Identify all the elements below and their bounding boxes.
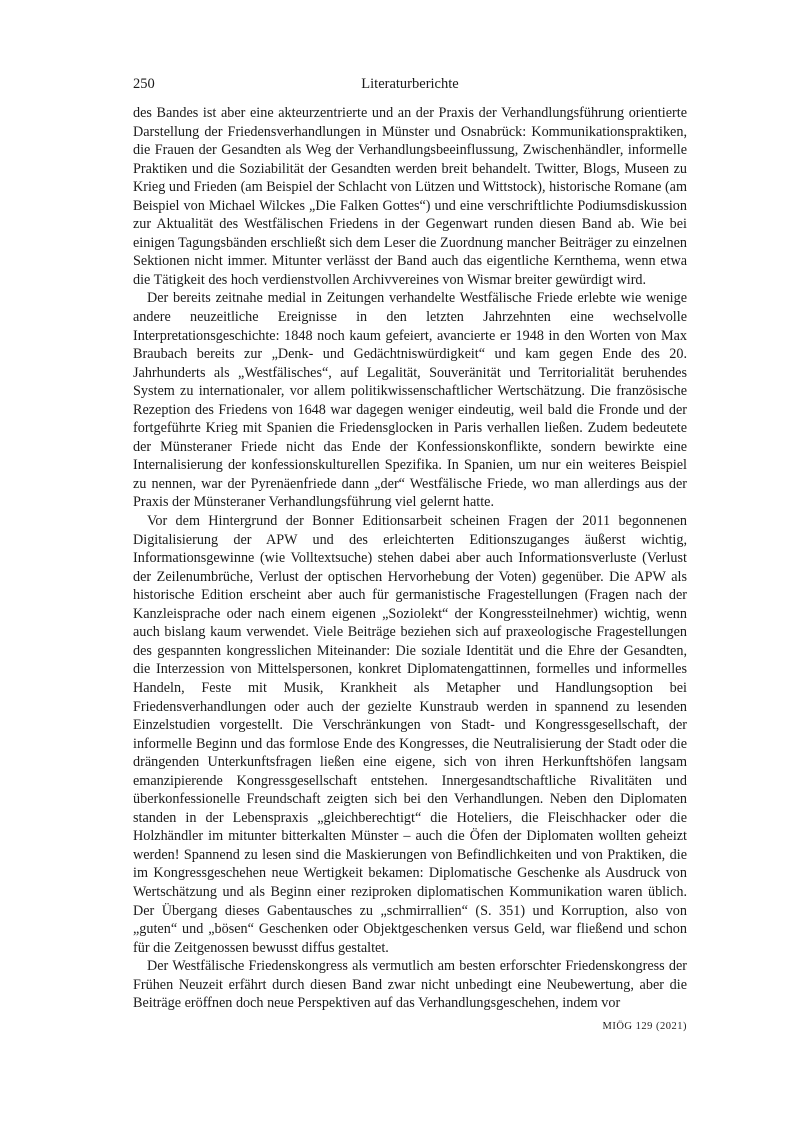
- paragraph: Der bereits zeitnahe medial in Zeitungen verhandelte Westfälische Friede erlebte wie wenige andere neuzeitliche Ereignisse in den letzten Jahrzehnten eine wechselvolle Interpretationsgeschichte: 1848 noch kaum gefeiert, avancierte er 1948 in den Worten von Max Braubach bereits zur „Denk- und Gedächtniswürdigkeit“ und kam gegen Ende des 20. Jahrhunderts als „Westfälisches“, auf Legalität, Souveränität und Territorialität beruhendes System zu internationaler, vor allem politikwissenschaftlicher Wertschätzung. Die französische Rezeption des Friedens von 1648 war dagegen weniger eindeutig, weil bald die Fronde und der fortgeführte Krieg mit Spanien die Friedensglocken in Paris verhallen ließen. Zudem bedeutete der Münsteraner Friede nicht das Ende der Konfessionskonflikte, sondern bewirkte eine Internalisierung der konfessionskulturellen Spezifika. In Spanien, um nur ein weiteres Beispiel zu nennen, war der Pyrenäenfriede dann „der“ Westfälische Friede, wo man allerdings aus der Praxis der Münsteraner Verhandlungsführung viel gelernt hatte.: [133, 290, 687, 511]
- page-number: 250: [133, 76, 155, 92]
- journal-footer: MIÖG 129 (2021): [602, 1021, 687, 1032]
- paragraph: Vor dem Hintergrund der Bonner Editionsarbeit scheinen Fragen der 2011 begonnenen Digitalisierung der APW und des erleichterten Editionszuganges äußerst wichtig, Informationsgewinne (wie Volltextsuche) stehen dabei aber auch Informationsverluste (Verlust der Zeilenumbrüche, Verlust der optischen Hervorhebung der Voten) gegenüber. Die APW als historische Edition erscheint aber auch für germanistische Fragestellungen (Fragen nach der Kanzleisprache oder nach einem eigenen „Soziolekt“ der Kongressteilnehmer) wichtig, wenn auch bislang kaum verwendet. Viele Beiträge beziehen sich auf praxeologische Fragestellungen des gespannten kongresslichen Miteinander: Die soziale Identität und die Ehre der Gesandten, die Interzession von Mittelspersonen, konkret Diplomatengattinnen, formelles und informelles Handeln, Feste mit Musik, Krankheit als Metapher und Handlungsoption bei Friedensverhandlungen oder auch der gezielte Kunstraub werden in spannend zu lesenden Einzelstudien vorgestellt. Die Verschränkungen von Stadt- und Kongressgesellschaft, der informelle Beginn und das formlose Ende des Kongresses, die Neutralisierung der Stadt oder die drängenden Unterkunftsfragen ließen eine eigene, sich von ihren Herkunftshöfen langsam emanzipierende Kongressgesellschaft entstehen. Innergesandtschaftliche Rivalitäten und überkonfessionelle Freundschaft zeigten sich bei den Verhandlungen. Neben den Diplomaten standen in der Lebenspraxis „gleichberechtigt“ die Hoteliers, die Fleischhacker oder die Holzhändler im mitunter bitterkalten Münster – auch die Öfen der Diplomaten wollten geheizt werden! Spannend zu lesen sind die Maskierungen von Befindlichkeiten und von Praktiken, die im Kongressgeschehen neue Wertigkeit bekamen: Diplomatische Geschenke als Ausdruck von Wertschätzung und als Beginn einer reziproken diplomatischen Kommunikation waren üblich. Der Übergang dieses Gabentausches zu „schmirrallien“ (S. 351) und Korruption, also von „guten“ und „bösen“ Geschenken oder Objektgeschenken versus Geld, war fließend und schon für die Zeitgenossen bewusst diffus gestaltet.: [133, 513, 687, 956]
- body-text: [133, 104, 687, 1013]
- running-head: Literaturberichte: [361, 76, 459, 92]
- page-header: [133, 76, 687, 96]
- paragraph: Der Westfälische Friedenskongress als vermutlich am besten erforschter Friedenskongress der Frühen Neuzeit erfährt durch diesen Band zwar nicht unbedingt eine Neubewertung, aber die Beiträge eröffnen doch neue Perspektiven auf das Verhandlungsgeschehen, indem vor: [133, 958, 687, 1012]
- paragraph: des Bandes ist aber eine akteurzentrierte und an der Praxis der Verhandlungsführung orientierte Darstellung der Friedensverhandlungen in Münster und Osnabrück: Kommunikationspraktiken, die Frauen der Gesandten als Weg der Verhandlungsbeeinflussung, Zwischenhändler, informelle Praktiken und die Soziabilität der Gesandten werden breit behandelt. Twitter, Blogs, Museen zu Krieg und Frieden (am Beispiel der Schlacht von Lützen und Wittstock), historische Romane (am Beispiel von Michael Wilckes „Die Falken Gottes“) und eine verschriftlichte Podiumsdiskussion zur Aktualität des Westfälischen Friedens in der Gegenwart runden diesen Band ab. Wie bei einigen Tagungsbänden erschließt sich dem Leser die Zuordnung mancher Beiträger zu einzelnen Sektionen nicht immer. Mitunter verlässt der Band auch das eigentliche Kernthema, wenn etwa die Tätigkeit des hoch verdienstvollen Archivvereines von Wismar breiter gewürdigt wird.: [133, 105, 687, 288]
- document-page: [133, 0, 687, 1129]
